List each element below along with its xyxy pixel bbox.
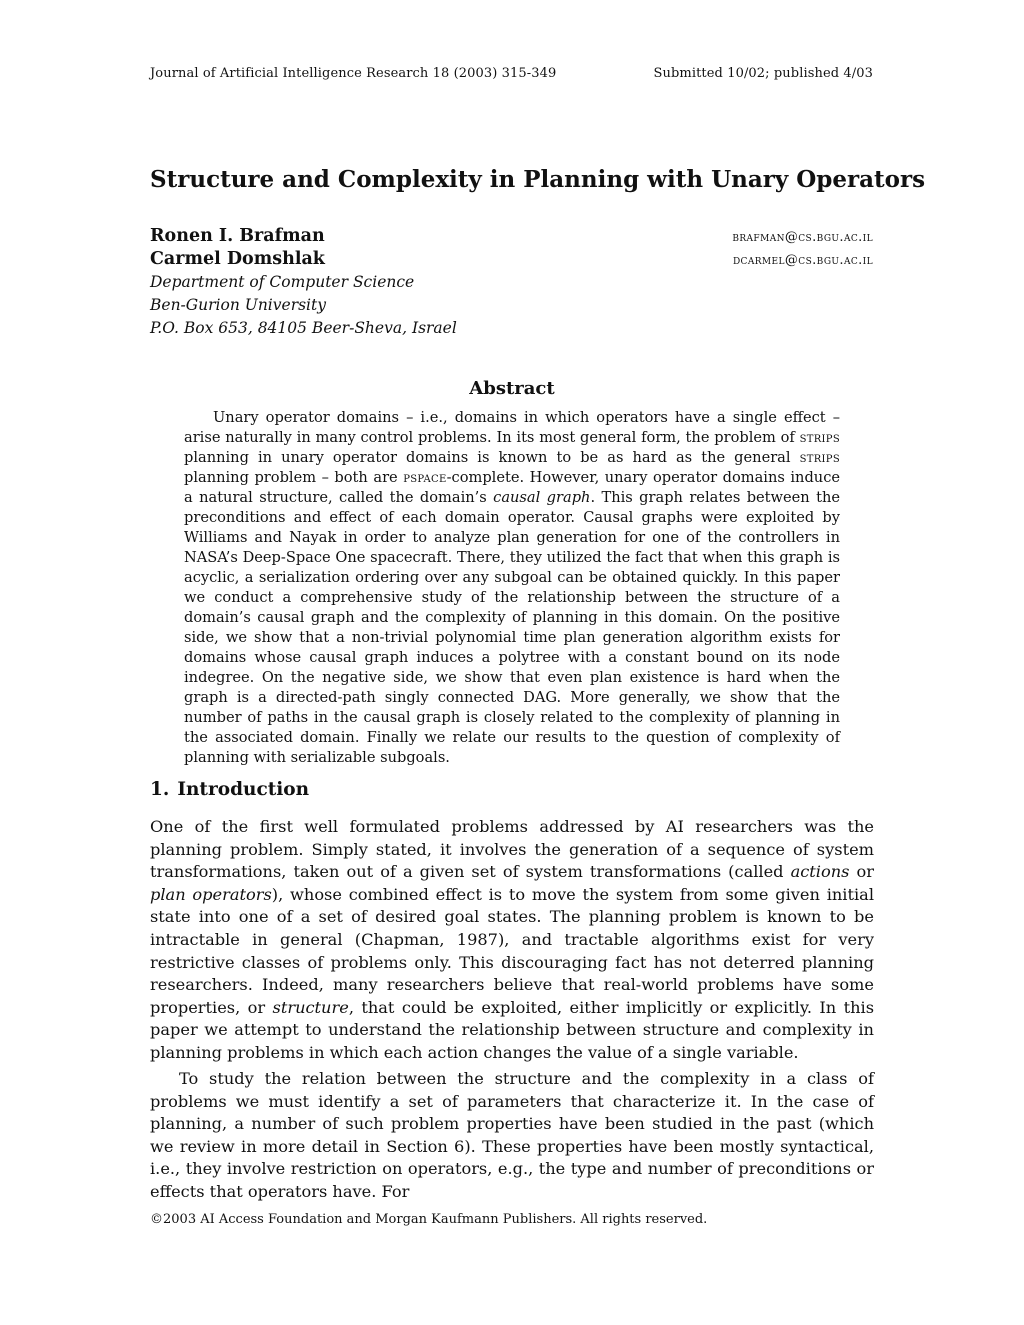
author-email-1[interactable]: brafman@cs.bgu.ac.il	[732, 230, 873, 245]
journal-header: Journal of Artificial Intelligence Research 18 (2003) 315-349	[150, 66, 557, 81]
author-email-2[interactable]: dcarmel@cs.bgu.ac.il	[732, 253, 873, 268]
causal-graph-term: causal graph	[493, 489, 591, 506]
intro-paragraph-1: One of the first well formulated problems addressed by AI researchers was the planning problem. Simply stated, it involves the generation of a sequence of system transformations, taken out of a given set of system transformations (called actions or plan operators), whose combined effect is to move the system from some given initial state into one of a set of desired goal states. The planning problem is known to be intractable in general (Chapman, 1987), and tractable algorithms exist for very restrictive classes of problems only. This discouraging fact has not deterred planning researchers. Indeed, many researchers believe that real-world problems have some properties, or structure, that could be exploited, either implicitly or explicitly. In this paper we attempt to understand the relationship between structure and complexity in planning problems in which each action changes the value of a single variable.	[150, 817, 874, 1062]
author-name-2: Carmel Domshlak	[150, 249, 325, 269]
section-number: 1.	[150, 779, 170, 800]
affiliation-university: Ben-Gurion University	[150, 296, 326, 314]
copyright-footer: ©2003 AI Access Foundation and Morgan Kaufmann Publishers. All rights reserved.	[150, 1212, 708, 1227]
author-name-1: Ronen I. Brafman	[150, 226, 325, 246]
abstract-text: Unary operator domains – i.e., domains in which operators have a single effect – arise naturally in many control problems. In its most general form, the problem of strips planning in unary operator domains is known to be as hard as the general strips planning problem – both are pspace-complete. However, unary operator domains induce a natural structure, called the domain’s causal graph. This graph relates between the preconditions and effect of each domain operator. Causal graphs were exploited by Williams and Nayak in order to analyze plan generation for one of the controllers in NASA’s Deep-Space One spacecraft. There, they utilized the fact that when this graph is acyclic, a serialization ordering over any subgoal can be obtained quickly. In this paper we conduct a comprehensive study of the relationship between the structure of a domain’s causal graph and the complexity of planning in this domain. On the positive side, we show that a non-trivial polynomial time plan generation algorithm exists for domains whose causal graph induces a polytree with a constant bound on its node indegree. On the negative side, we show that even plan existence is hard when the graph is a directed-path singly connected DAG. More generally, we show that the number of paths in the causal graph is closely related to the complexity of planning in the associated domain. Finally we relate our results to the question of complexity of planning with serializable subgoals.	[184, 409, 841, 766]
section-title: Introduction	[177, 779, 310, 800]
affiliation-department: Department of Computer Science	[150, 273, 415, 291]
submission-dates: Submitted 10/02; published 4/03	[653, 66, 873, 81]
affiliation-address: P.O. Box 653, 84105 Beer-Sheva, Israel	[150, 319, 457, 337]
intro-paragraph-2: To study the relation between the structure and the complexity in a class of problems we must identify a set of parameters that characterize it. In the case of planning, a number of such problem properties have been studied in the past (which we review in more detail in Section 6). These properties have been mostly syntactical, i.e., they involve restriction on operators, e.g., the type and number of preconditions or effects that operators have. For	[150, 1069, 874, 1201]
section-heading-introduction	[150, 779, 317, 800]
strips-term: strips	[799, 449, 840, 466]
strips-term: strips	[799, 429, 840, 446]
pspace-term: pspace	[403, 469, 447, 486]
paper-title: Structure and Complexity in Planning with Unary Operators	[150, 166, 926, 193]
abstract-heading: Abstract	[469, 378, 555, 399]
